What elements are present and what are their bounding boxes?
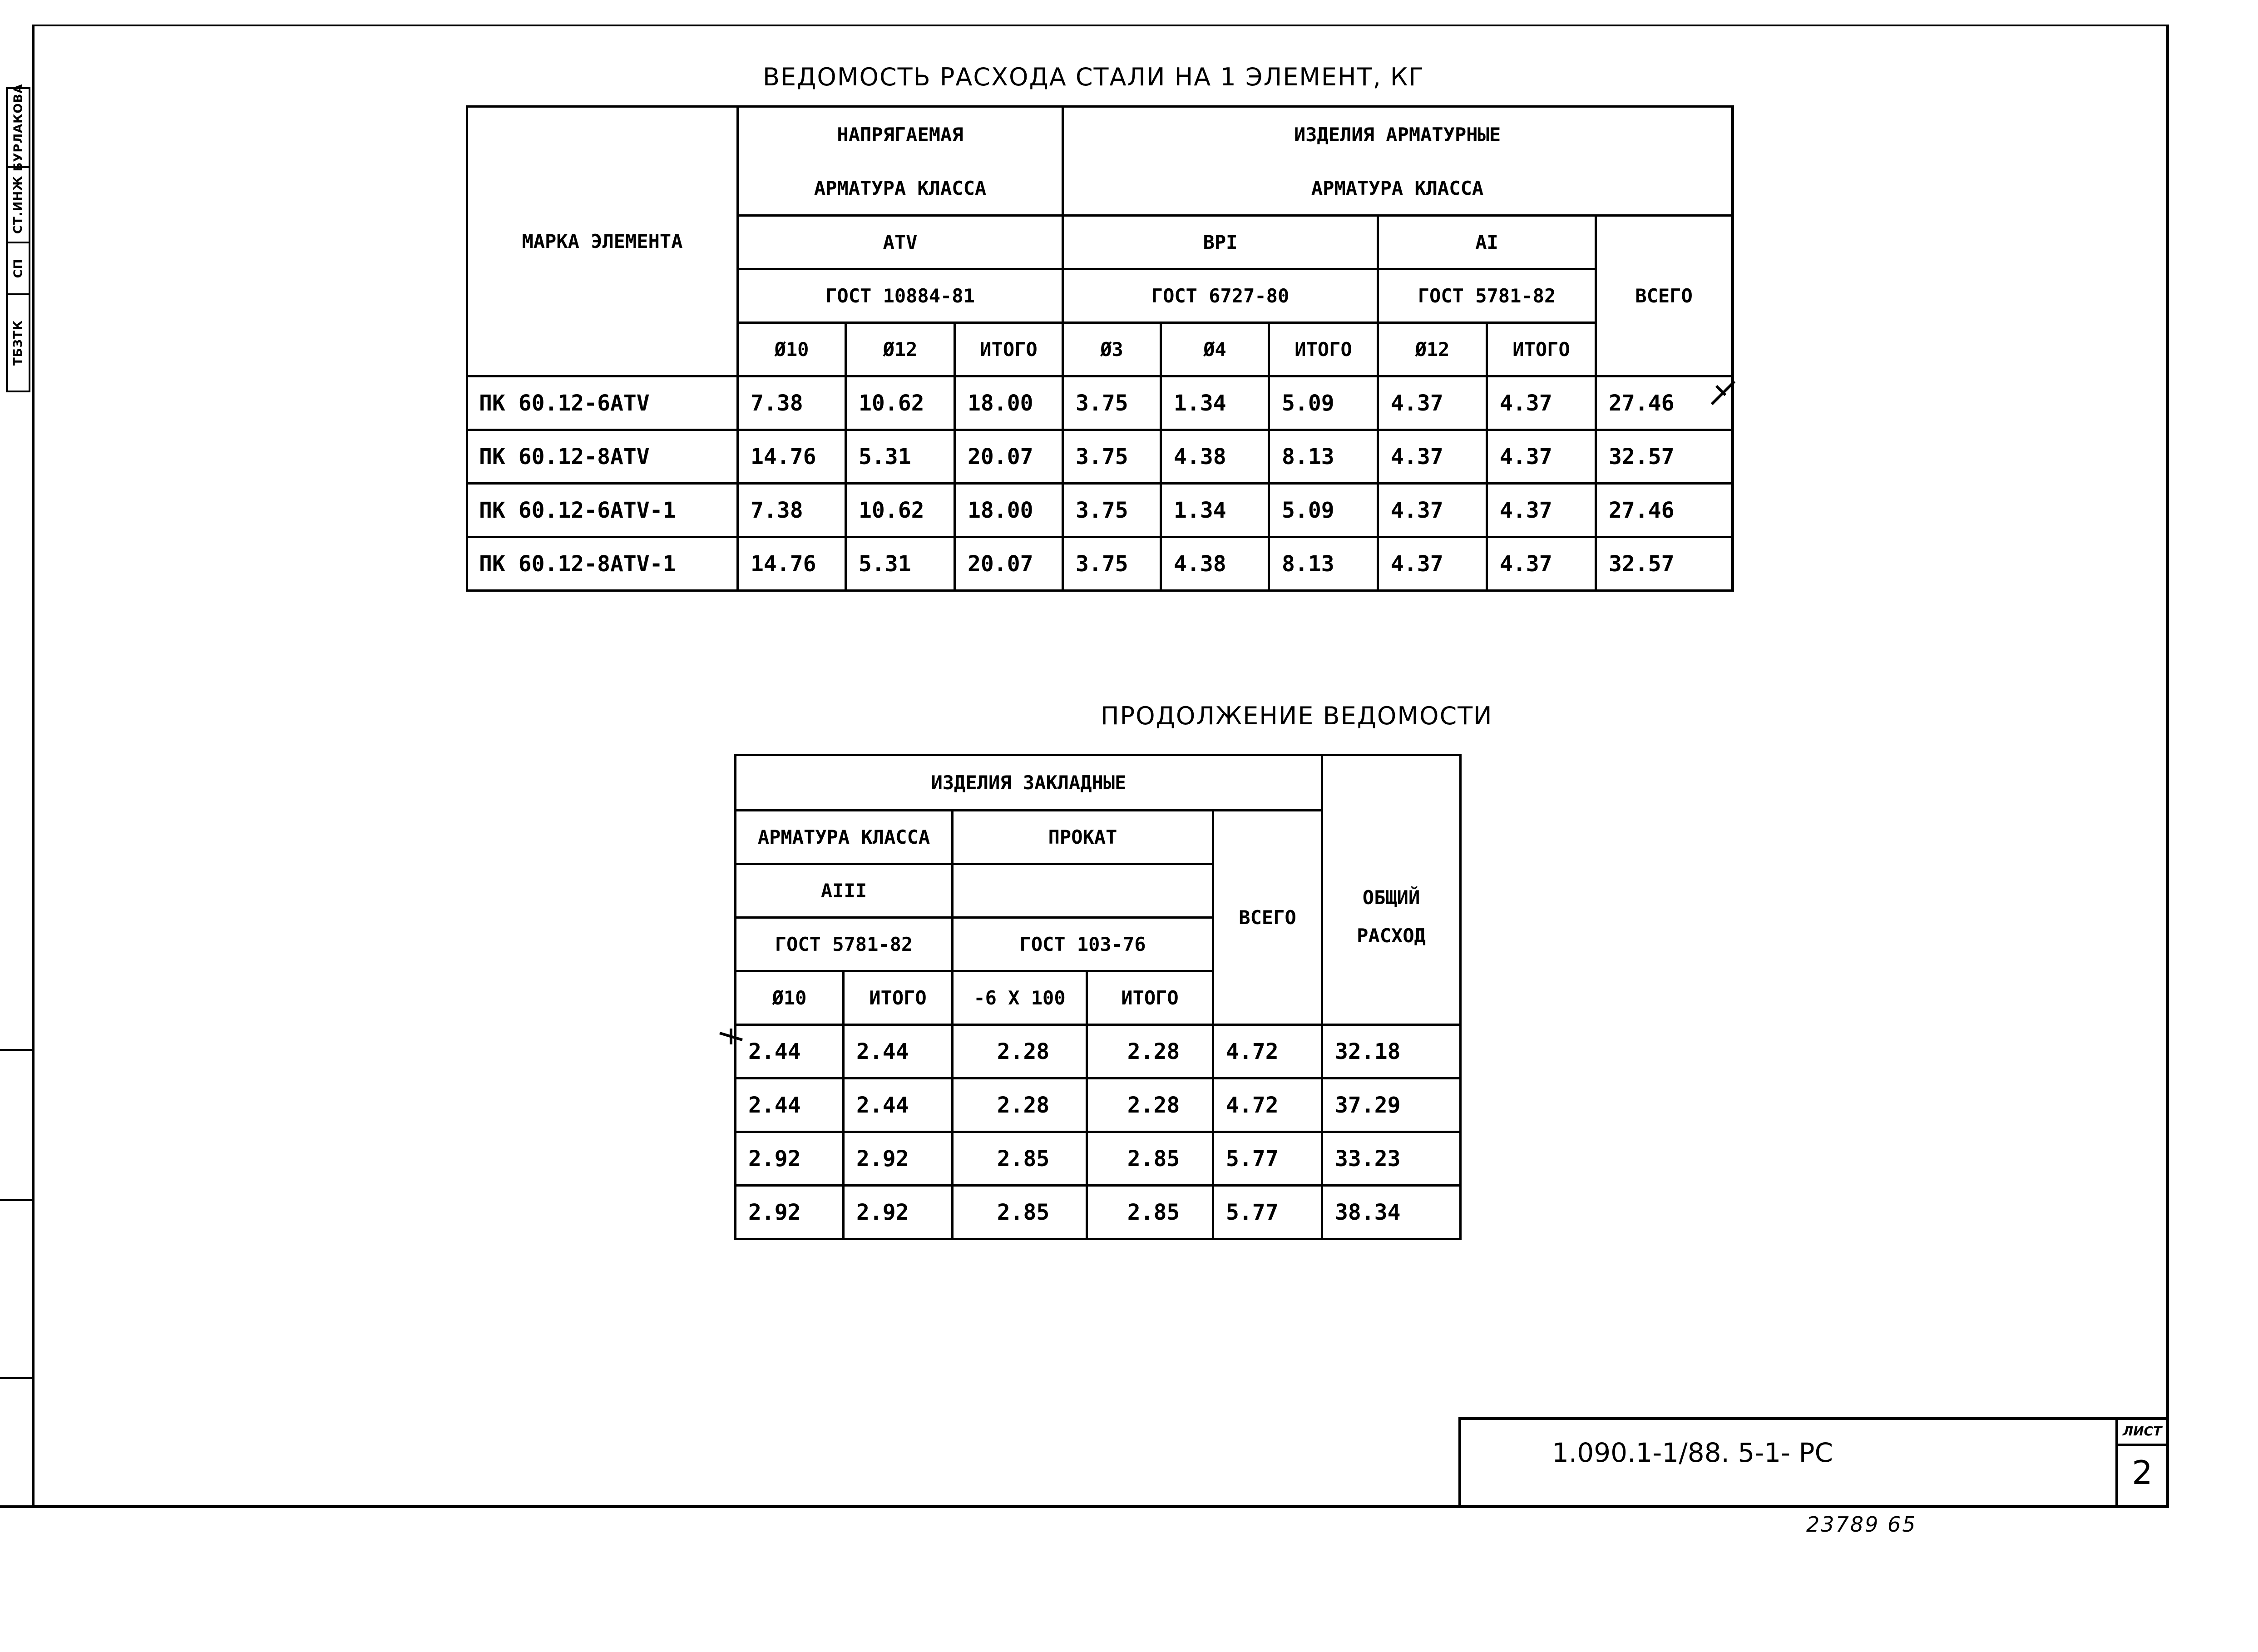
table-row: [467, 376, 1733, 430]
header-rolled-class-empty: [953, 864, 1213, 918]
header-prestressed-2: АРМАТУРА КЛАССА: [738, 162, 1063, 216]
cell-vpi-d4: 4.38: [1161, 430, 1269, 484]
steel-consumption-table: [466, 105, 1734, 592]
stamp-dept: СП: [11, 258, 25, 278]
cell-aiii-d10: 2.44: [736, 1078, 844, 1132]
header-overall: [1322, 811, 1461, 1025]
header-class-vpi: ВРI: [1063, 216, 1378, 269]
header-overall-line1: ОБЩИЙ: [1362, 886, 1420, 909]
header-atv-d10: Ø10: [738, 323, 846, 376]
steel-consumption-continuation-table: [734, 754, 1462, 1240]
header-rebar-items-2: АРМАТУРА КЛАССА: [1063, 162, 1733, 216]
left-tick-1: [0, 1049, 35, 1051]
cell-aiii-itogo: 2.92: [844, 1186, 953, 1239]
stamp-cell-name: [6, 84, 30, 172]
left-tick-2: [0, 1199, 35, 1201]
table2-header-row-2: [736, 811, 1461, 864]
cell-vpi-d4: 1.34: [1161, 376, 1269, 430]
cell-atv-d10: 14.76: [738, 430, 846, 484]
table-row: [736, 1025, 1461, 1078]
header-atv-itogo: ИТОГО: [955, 323, 1063, 376]
cell-total: 27.46: [1596, 376, 1733, 430]
table2-title: ПРОДОЛЖЕНИЕ ВЕДОМОСТИ: [1101, 702, 1493, 730]
cell-rolled-profile: 2.85: [953, 1132, 1087, 1186]
sheet-number: 2: [2132, 1454, 2153, 1492]
header-ai-itogo: ИТОГО: [1487, 323, 1596, 376]
header-mark: МАРКА ЭЛЕМЕНТА: [467, 107, 738, 376]
stamp-cell-dept: [6, 242, 30, 295]
header-gost-atv: ГОСТ 10884-81: [738, 269, 1063, 323]
cell-atv-itogo: 18.00: [955, 376, 1063, 430]
row-mark: ПК 60.12-6АТV: [467, 376, 738, 430]
header-total: ВСЕГО: [1213, 811, 1322, 1025]
cell-aiii-itogo: 2.44: [844, 1078, 953, 1132]
break-mark-right: [1707, 377, 1739, 409]
header-profile: -6 Х 100: [953, 971, 1087, 1025]
stamp-org: ТБЗТК: [11, 320, 25, 366]
cell-ai-itogo: 4.37: [1487, 537, 1596, 591]
cell-vpi-itogo: 8.13: [1269, 430, 1378, 484]
header-aiii-d10: Ø10: [736, 971, 844, 1025]
cell-rolled-itogo: 2.28: [1087, 1078, 1213, 1132]
cell-vpi-d3: 3.75: [1063, 484, 1161, 537]
header-overall-spacer: [1322, 755, 1461, 811]
table-row: [467, 537, 1733, 591]
header-embedded: ИЗДЕЛИЯ ЗАКЛАДНЫЕ: [736, 755, 1322, 811]
header-rebar-class: АРМАТУРА КЛАССА: [736, 811, 953, 864]
header-class-aiii: АIII: [736, 864, 953, 918]
stamp-cell-org: [6, 293, 30, 392]
cell-vpi-itogo: 5.09: [1269, 376, 1378, 430]
header-ai-d12: Ø12: [1378, 323, 1487, 376]
table-row: [736, 1078, 1461, 1132]
cell-total: 32.57: [1596, 537, 1733, 591]
cell-vpi-d4: 4.38: [1161, 537, 1269, 591]
cell-ai-itogo: 4.37: [1487, 484, 1596, 537]
cell-ai-d12: 4.37: [1378, 376, 1487, 430]
stamp-name: БУРЛАКОВА: [11, 84, 25, 172]
cell-atv-itogo: 18.00: [955, 484, 1063, 537]
cell-vpi-d3: 3.75: [1063, 537, 1161, 591]
cell-rolled-itogo: 2.85: [1087, 1186, 1213, 1239]
cell-ai-d12: 4.37: [1378, 430, 1487, 484]
table1-header-row-1: [467, 107, 1733, 162]
header-vpi-d4: Ø4: [1161, 323, 1269, 376]
row-mark: ПК 60.12-8АТV-1: [467, 537, 738, 591]
cell-total: 5.77: [1213, 1186, 1322, 1239]
header-rolled: ПРОКАТ: [953, 811, 1213, 864]
header-gost-ai: ГОСТ 5781-82: [1378, 269, 1596, 323]
header-prestressed-1: НАПРЯГАЕМАЯ: [738, 107, 1063, 162]
cell-atv-d12: 5.31: [846, 537, 955, 591]
sheet-separator: [2118, 1444, 2166, 1446]
break-mark-left: [717, 1022, 749, 1054]
cell-total: 5.77: [1213, 1132, 1322, 1186]
cell-atv-d10: 7.38: [738, 484, 846, 537]
row-mark: ПК 60.12-8АТV: [467, 430, 738, 484]
table-row: [467, 430, 1733, 484]
table2-header-row-1: [736, 755, 1461, 811]
cell-ai-d12: 4.37: [1378, 537, 1487, 591]
cell-overall: 38.34: [1322, 1186, 1461, 1239]
title-block: [1458, 1417, 2166, 1508]
header-vpi-itogo: ИТОГО: [1269, 323, 1378, 376]
header-overall-line2: РАСХОД: [1357, 925, 1426, 947]
cell-ai-itogo: 4.37: [1487, 430, 1596, 484]
cell-vpi-itogo: 5.09: [1269, 484, 1378, 537]
cell-total: 4.72: [1213, 1078, 1322, 1132]
cell-atv-d12: 10.62: [846, 484, 955, 537]
cell-total: 4.72: [1213, 1025, 1322, 1078]
header-class-ai: АI: [1378, 216, 1596, 269]
header-gost-vpi: ГОСТ 6727-80: [1063, 269, 1378, 323]
cell-overall: 33.23: [1322, 1132, 1461, 1186]
cell-ai-d12: 4.37: [1378, 484, 1487, 537]
cell-atv-d12: 10.62: [846, 376, 955, 430]
header-rolled-itogo: ИТОГО: [1087, 971, 1213, 1025]
cell-vpi-d3: 3.75: [1063, 376, 1161, 430]
header-rebar-items-1: ИЗДЕЛИЯ АРМАТУРНЫЕ: [1063, 107, 1733, 162]
header-class-atv: АТV: [738, 216, 1063, 269]
approval-strip: [6, 84, 30, 392]
cell-overall: 32.18: [1322, 1025, 1461, 1078]
table-row: [736, 1186, 1461, 1239]
stamp-position: СТ.ИНЖ: [11, 175, 25, 234]
cell-atv-d10: 7.38: [738, 376, 846, 430]
cell-rolled-profile: 2.85: [953, 1186, 1087, 1239]
cell-aiii-itogo: 2.92: [844, 1132, 953, 1186]
cell-aiii-itogo: 2.44: [844, 1025, 953, 1078]
cell-total: 27.46: [1596, 484, 1733, 537]
cell-ai-itogo: 4.37: [1487, 376, 1596, 430]
cell-rolled-itogo: 2.28: [1087, 1025, 1213, 1078]
stamp-cell-position: [6, 166, 30, 243]
header-vpi-d3: Ø3: [1063, 323, 1161, 376]
header-gost-rolled: ГОСТ 103-76: [953, 918, 1213, 971]
header-atv-d12: Ø12: [846, 323, 955, 376]
cell-aiii-d10: 2.92: [736, 1132, 844, 1186]
cell-total: 32.57: [1596, 430, 1733, 484]
sheet-box: [2115, 1420, 2166, 1508]
cell-rolled-profile: 2.28: [953, 1025, 1087, 1078]
bottom-frame-extension: [0, 1505, 36, 1508]
cell-rolled-itogo: 2.85: [1087, 1132, 1213, 1186]
cell-aiii-d10: 2.92: [736, 1186, 844, 1239]
table-row: [467, 484, 1733, 537]
document-code: 1.090.1-1/88. 5-1- РС: [1552, 1437, 1833, 1468]
row-mark: ПК 60.12-6АТV-1: [467, 484, 738, 537]
inventory-number: 23789 65: [1806, 1512, 1917, 1537]
header-aiii-itogo: ИТОГО: [844, 971, 953, 1025]
table1-title: ВЕДОМОСТЬ РАСХОДА СТАЛИ НА 1 ЭЛЕМЕНТ, КГ: [763, 63, 1425, 91]
header-total: ВСЕГО: [1596, 216, 1733, 376]
cell-vpi-d4: 1.34: [1161, 484, 1269, 537]
cell-vpi-itogo: 8.13: [1269, 537, 1378, 591]
cell-atv-d10: 14.76: [738, 537, 846, 591]
header-gost-aiii: ГОСТ 5781-82: [736, 918, 953, 971]
cell-overall: 37.29: [1322, 1078, 1461, 1132]
sheet-label: ЛИСТ: [2122, 1424, 2162, 1439]
cell-aiii-d10: 2.44: [736, 1025, 844, 1078]
table-row: [736, 1132, 1461, 1186]
cell-atv-itogo: 20.07: [955, 537, 1063, 591]
cell-atv-itogo: 20.07: [955, 430, 1063, 484]
left-tick-3: [0, 1377, 35, 1379]
cell-vpi-d3: 3.75: [1063, 430, 1161, 484]
cell-rolled-profile: 2.28: [953, 1078, 1087, 1132]
cell-atv-d12: 5.31: [846, 430, 955, 484]
